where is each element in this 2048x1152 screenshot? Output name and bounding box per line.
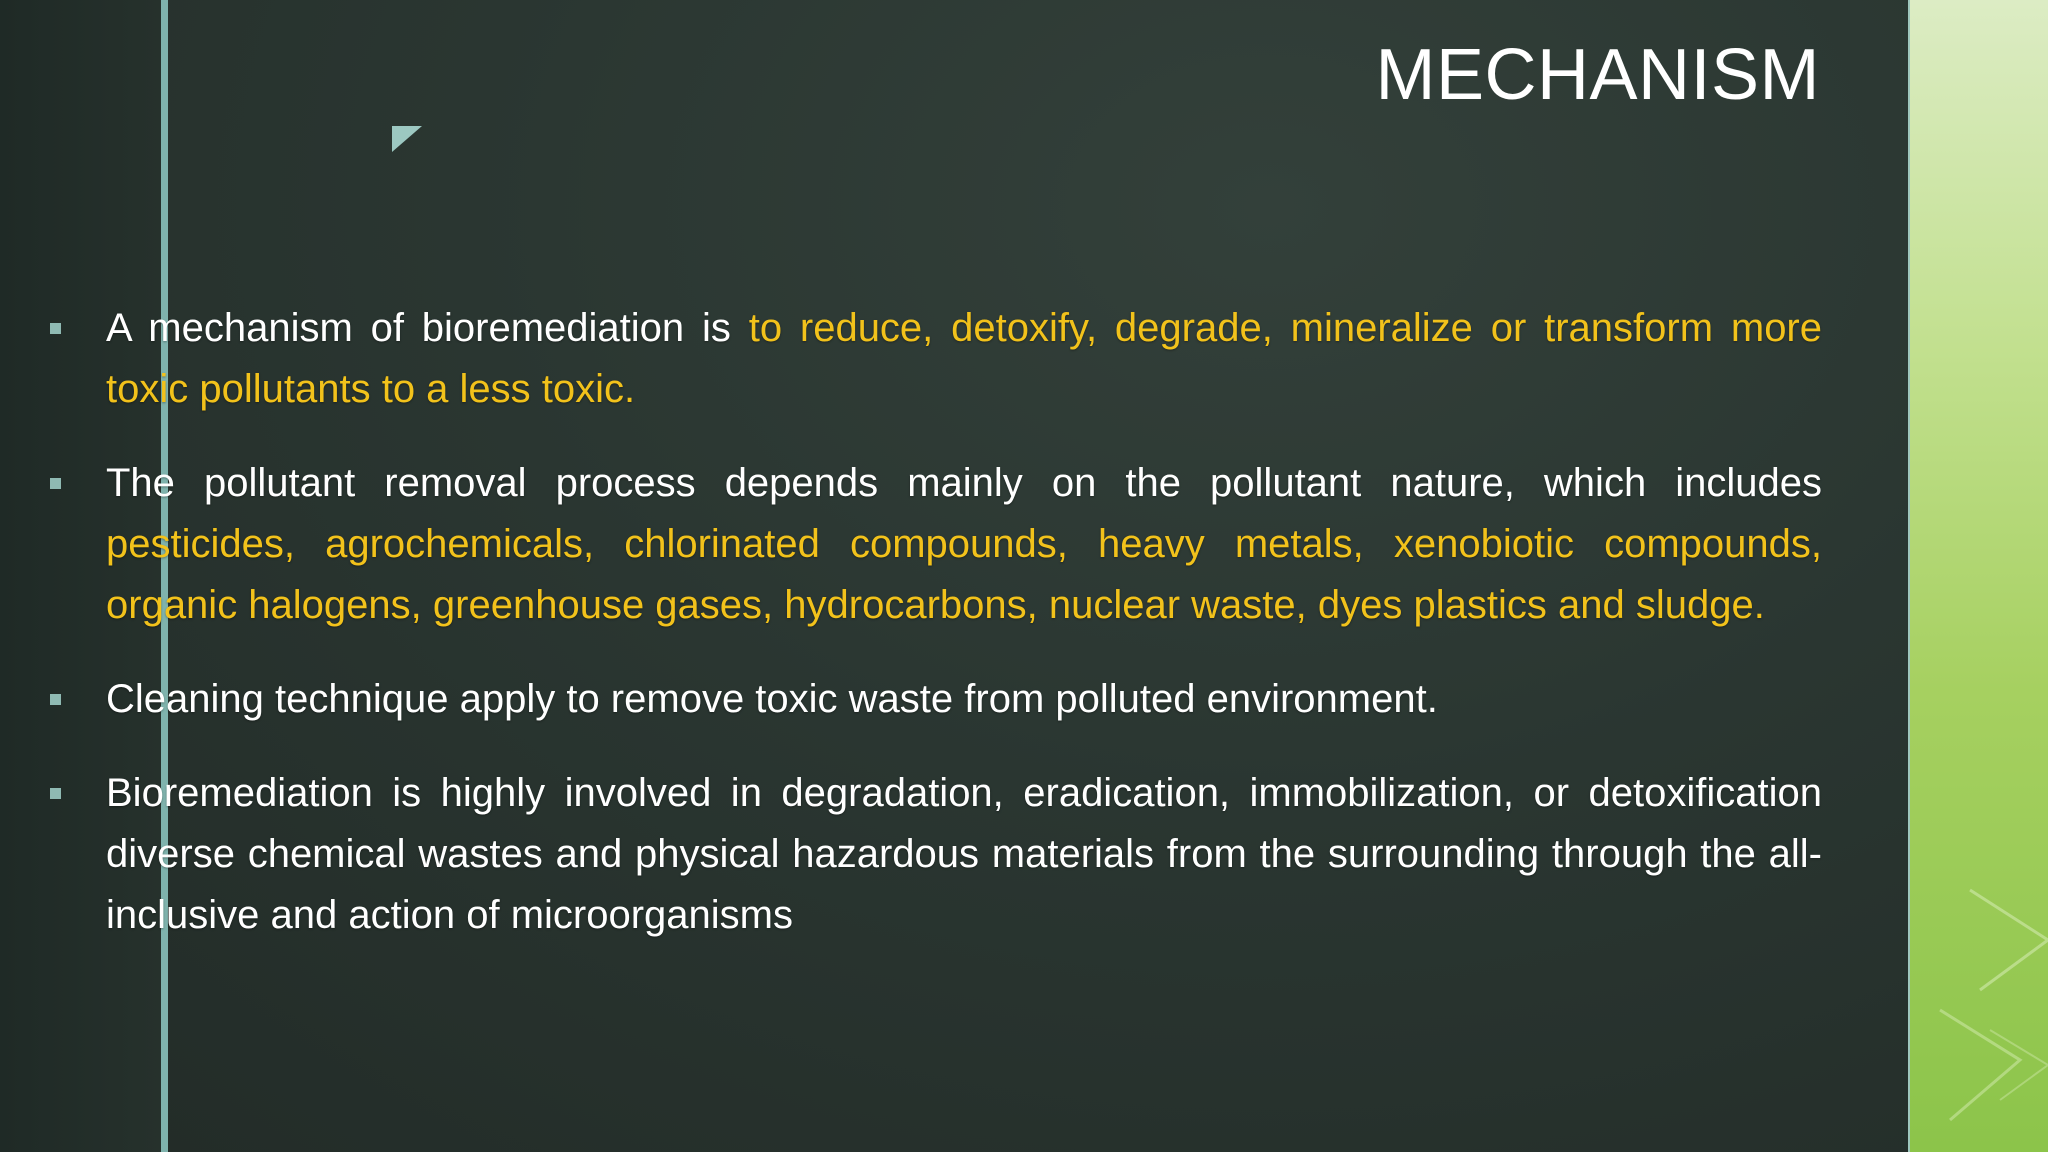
bullet-item <box>46 453 1822 636</box>
bullet-text: Cleaning technique apply to remove toxic waste from polluted environment. <box>106 677 1438 721</box>
bullet-item <box>46 669 1822 730</box>
triangle-corner-icon <box>392 126 422 152</box>
bullet-list <box>46 298 1822 979</box>
square-bullet-icon <box>50 788 61 799</box>
square-bullet-icon <box>50 694 61 705</box>
square-bullet-icon <box>50 478 61 489</box>
bullet-text: Bioremediation is highly involved in degradation, eradication, immobilization, or detoxification diverse chemical wastes and physical hazardous materials from the surrounding through the all-inclusive and action of microorganisms <box>106 771 1822 937</box>
slide-title: MECHANISM <box>1375 35 1820 115</box>
bullet-item <box>46 763 1822 946</box>
bullet-text: A mechanism of bioremediation is <box>106 306 749 350</box>
bullet-text: The pollutant removal process depends mainly on the pollutant nature, which includes <box>106 461 1822 505</box>
decorative-chevron-lines <box>1910 860 2048 1152</box>
square-bullet-icon <box>50 323 61 334</box>
bullet-highlight-text: to reduce, detoxify, degrade, mineralize or transform more toxic pollutants to a less toxic. <box>106 306 1823 411</box>
bullet-item <box>46 298 1822 420</box>
bullet-highlight-text: pesticides, agrochemicals, chlorinated compounds, heavy metals, xenobiotic compounds, organic halogens, greenhouse gases, hydrocarbons, nuclear waste, dyes plastics and sludge. <box>106 522 1822 627</box>
